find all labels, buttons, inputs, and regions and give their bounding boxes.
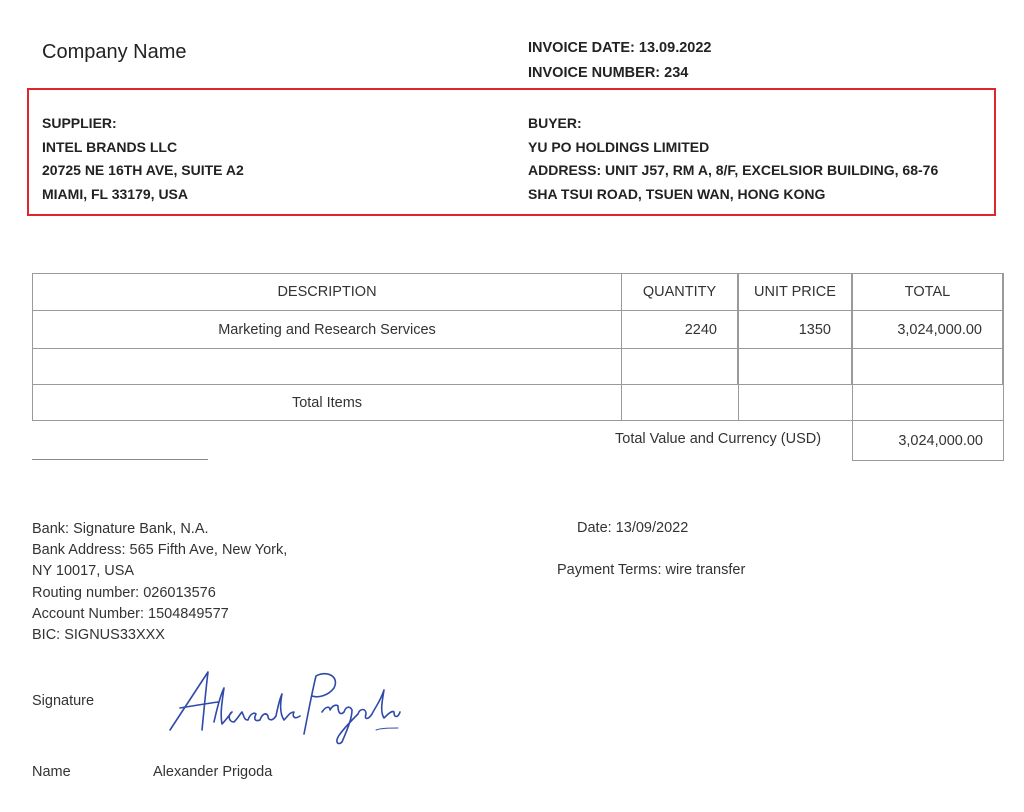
company-name: Company Name xyxy=(42,41,187,63)
bank-address-line2: NY 10017, USA xyxy=(32,563,135,580)
total-value: 3,024,000.00 xyxy=(852,420,1004,461)
total-items-unit-price xyxy=(738,384,853,421)
supplier-address-line1: 20725 NE 16TH AVE, SUITE A2 xyxy=(42,162,244,178)
invoice-date: INVOICE DATE: 13.09.2022 xyxy=(528,40,712,56)
buyer-heading: BUYER: xyxy=(528,115,582,131)
row2-unit-price xyxy=(738,348,853,385)
header-unit-price: UNIT PRICE xyxy=(738,273,853,311)
supplier-heading: SUPPLIER: xyxy=(42,115,117,131)
header-description: DESCRIPTION xyxy=(32,273,622,311)
total-value-label: Total Value and Currency (USD) xyxy=(615,431,822,447)
row2-total xyxy=(852,348,1004,385)
row2-quantity xyxy=(621,348,739,385)
row1-description: Marketing and Research Services xyxy=(32,310,622,349)
supplier-name: INTEL BRANDS LLC xyxy=(42,138,178,155)
name-value: Alexander Prigoda xyxy=(153,764,273,780)
buyer-address-line1: ADDRESS: UNIT J57, RM A, 8/F, EXCELSIOR BUILDING, 68-76 xyxy=(528,162,939,178)
bank-name: Bank: Signature Bank, N.A. xyxy=(32,521,209,537)
total-items-label: Total Items xyxy=(32,384,622,421)
row1-unit-price: 1350 xyxy=(738,310,853,349)
bank-address-line1: Bank Address: 565 Fifth Ave, New York, xyxy=(32,542,288,559)
buyer-block xyxy=(528,112,938,206)
buyer-name: YU PO HOLDINGS LIMITED xyxy=(528,138,710,155)
row1-quantity: 2240 xyxy=(621,310,739,349)
signature-stroke xyxy=(162,662,402,752)
signature-label: Signature xyxy=(32,693,95,709)
header-quantity: QUANTITY xyxy=(621,273,739,311)
invoice-number: INVOICE NUMBER: 234 xyxy=(528,65,689,81)
bic-code: BIC: SIGNUS33XXX xyxy=(32,627,165,644)
bank-details xyxy=(32,519,287,646)
row1-total: 3,024,000.00 xyxy=(852,310,1004,349)
total-items-quantity xyxy=(621,384,739,421)
supplier-address-line2: MIAMI, FL 33179, USA xyxy=(42,185,189,202)
supplier-block xyxy=(42,112,244,206)
name-label: Name xyxy=(32,764,71,780)
routing-number: Routing number: 026013576 xyxy=(32,584,216,601)
handwritten-signature xyxy=(162,662,402,757)
payment-terms: Payment Terms: wire transfer xyxy=(557,562,746,578)
header-total: TOTAL xyxy=(852,273,1004,311)
row2-description xyxy=(32,348,622,385)
account-number: Account Number: 1504849577 xyxy=(32,605,229,622)
divider-line xyxy=(32,459,208,460)
total-items-total xyxy=(852,384,1004,421)
buyer-address-line2: SHA TSUI ROAD, TSUEN WAN, HONG KONG xyxy=(528,185,826,202)
document-date: Date: 13/09/2022 xyxy=(577,520,689,536)
